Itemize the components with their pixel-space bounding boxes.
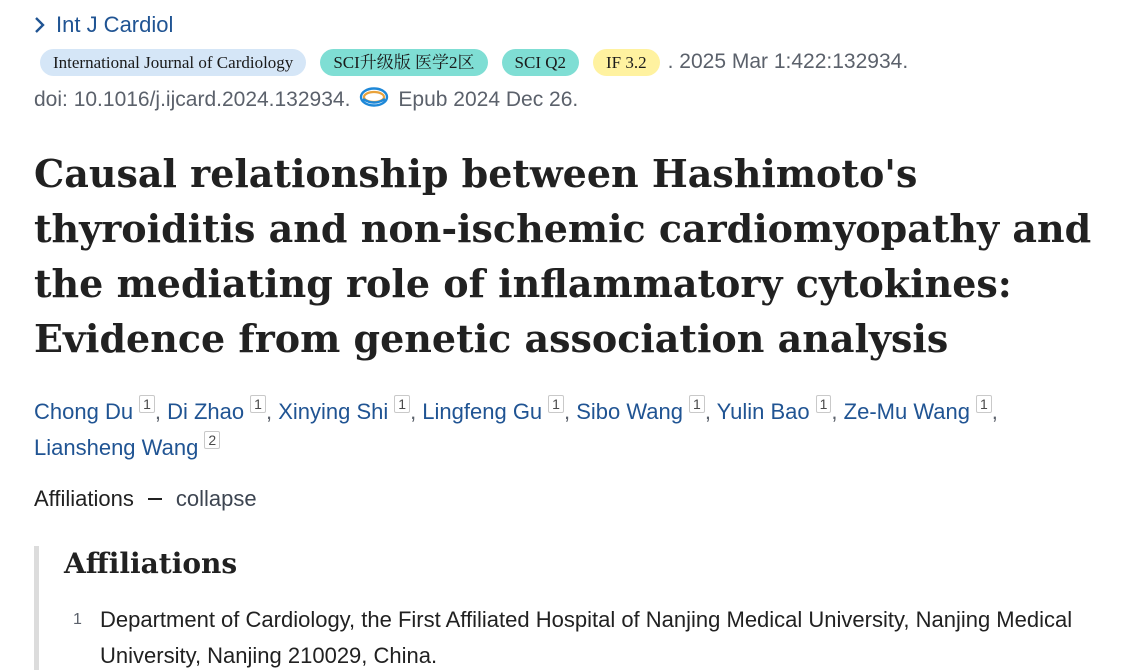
chevron-right-icon [34, 16, 46, 34]
author-item [716, 396, 832, 424]
author-item [34, 432, 220, 460]
author-item [167, 396, 266, 424]
sci-upgrade-badge[interactable]: SCI升级版 医学2区 [320, 49, 487, 76]
author-item [34, 396, 155, 424]
impact-factor-badge[interactable]: IF 3.2 [593, 49, 660, 76]
author-name-link[interactable]: Lingfeng Gu [422, 399, 543, 424]
affiliations-toggle [34, 486, 257, 512]
author-list: Chong Du 1 , Di Zhao 1 , Xinying Shi 1 , Lingfeng Gu 1 , Sibo Wang 1 , Yulin Bao 1 , Ze-Mu Wang 1 , Liansheng Wang 2 [34, 396, 998, 460]
collapse-button[interactable]: collapse [175, 486, 257, 511]
affiliation-item [64, 602, 1114, 670]
author-affiliation-ref[interactable]: 1 [976, 395, 992, 413]
doi-link-icon[interactable] [358, 86, 390, 114]
affiliations-heading: Affiliations [64, 547, 238, 580]
doi-text[interactable]: doi: 10.1016/j.ijcard.2024.132934. [34, 88, 351, 111]
doi-line [34, 86, 578, 114]
author-name-link[interactable]: Yulin Bao [716, 399, 810, 424]
author-name-link[interactable]: Liansheng Wang [34, 435, 199, 460]
affiliations-toggle-label: Affiliations [34, 486, 134, 511]
author-affiliation-ref[interactable]: 1 [394, 395, 410, 413]
article-title: Causal relationship between Hashimoto's thyroiditis and non-ischemic cardiomyopathy and the mediating role of inflammatory cytokines: Evidence from genetic association analysis [34, 151, 1092, 361]
minus-icon[interactable] [148, 498, 162, 500]
author-name-link[interactable]: Xinying Shi [278, 399, 389, 424]
author-item [422, 396, 564, 424]
sci-quartile-badge[interactable]: SCI Q2 [502, 49, 579, 76]
author-affiliation-ref[interactable]: 2 [204, 431, 220, 449]
author-item [843, 396, 992, 424]
author-affiliation-ref[interactable]: 1 [139, 395, 155, 413]
author-name-link[interactable]: Chong Du [34, 399, 134, 424]
journal-meta-line [40, 48, 908, 76]
epub-date: Epub 2024 Dec 26. [398, 88, 579, 111]
author-item [576, 396, 705, 424]
author-name-link[interactable]: Di Zhao [167, 399, 245, 424]
journal-link[interactable] [34, 12, 173, 38]
affiliation-number: 1 [73, 611, 82, 628]
publication-info: . 2025 Mar 1:422:132934. [667, 50, 909, 73]
author-name-link[interactable]: Ze-Mu Wang [843, 399, 970, 424]
affiliation-text: Department of Cardiology, the First Affiliated Hospital of Nanjing Medical University, Nanjing Medical University, Nanjing 210029, China. [100, 607, 1073, 668]
author-affiliation-ref[interactable]: 1 [816, 395, 832, 413]
author-item [278, 396, 410, 424]
author-affiliation-ref[interactable]: 1 [250, 395, 266, 413]
journal-short-name: Int J Cardiol [56, 12, 174, 37]
author-affiliation-ref[interactable]: 1 [548, 395, 564, 413]
journal-full-name-badge[interactable]: International Journal of Cardiology [40, 49, 306, 76]
author-affiliation-ref[interactable]: 1 [689, 395, 705, 413]
author-name-link[interactable]: Sibo Wang [576, 399, 684, 424]
affiliations-panel [34, 546, 1114, 670]
